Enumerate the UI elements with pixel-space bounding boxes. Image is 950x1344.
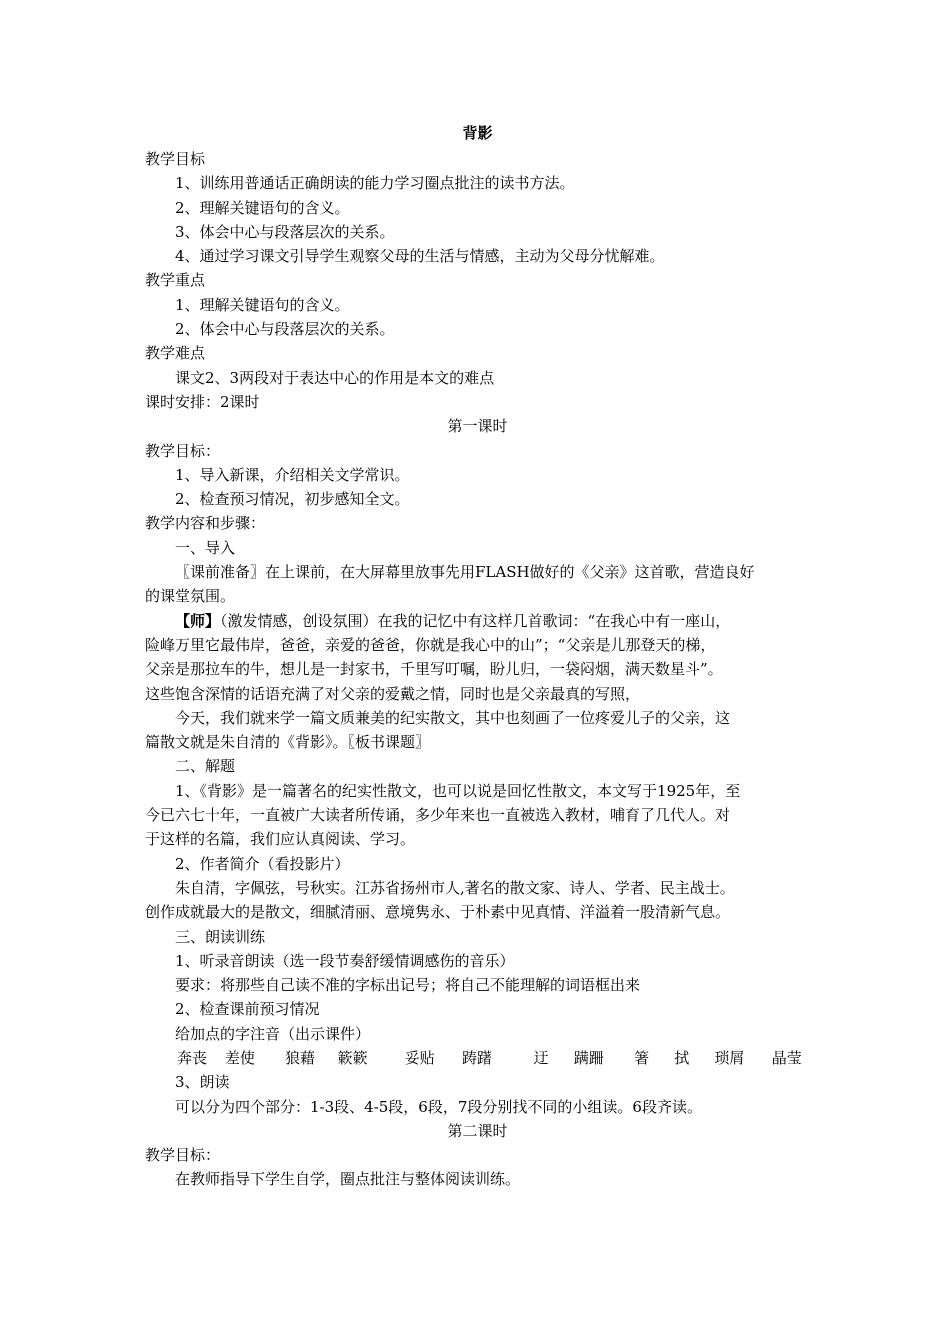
difficulty-text: 课文2、3两段对于表达中心的作用是本文的难点 <box>175 368 495 387</box>
steps-heading: 教学内容和步骤： <box>145 514 266 533</box>
lesson1-goal: 1、导入新课，介绍相关文学常识。 <box>175 465 410 484</box>
goal-item: 4、通过学习课文引导学生观察父母的生活与情感，主动为父母分忧解难。 <box>175 247 665 266</box>
listen-text: 1、听录音朗读（选一段节奏舒缓情调感伤的音乐） <box>175 951 515 970</box>
section-heading-goals: 教学目标 <box>145 150 206 168</box>
vocab-word: 狼藉 <box>285 1048 316 1067</box>
vocab-word: 奔丧 <box>177 1048 208 1067</box>
lesson1-heading: 第一课时 <box>447 417 508 436</box>
require-text: 要求：将那些自己读不准的字标出记号；将自己不能理解的词语框出来 <box>175 976 641 995</box>
focus-item: 2、体会中心与段落层次的关系。 <box>175 320 395 339</box>
teacher-text: 险峰万里它最伟岸，爸爸，亲爱的爸爸，你就是我心中的山”；“父亲是儿那登天的梯， <box>145 635 716 654</box>
lesson2-goal: 在教师指导下学生自学，圈点批注与整体阅读训练。 <box>175 1170 521 1189</box>
check-text: 2、检查课前预习情况 <box>175 1000 320 1019</box>
teacher-tag: 【师】 <box>175 611 221 630</box>
intro-heading: 一、导入 <box>175 538 236 557</box>
vocab-word: 迂 <box>533 1048 549 1067</box>
prep-text: 〖课前准备〗在上课前，在大屏幕里放事先用FLASH做好的《父亲》这首歌，营造良好 <box>175 563 755 582</box>
goal-item: 1、训练用普通话正确朗读的能力学习圈点批注的读书方法。 <box>175 174 575 193</box>
goal-item: 3、体会中心与段落层次的关系。 <box>175 222 395 241</box>
author-text: 创作成就最大的是散文，细腻清丽、意境隽永、于朴素中见真情、洋溢着一股清新气息。 <box>145 903 731 922</box>
teacher-text: 父亲是那拉车的牛，想儿是一封家书，千里写叮嘱，盼儿归，一袋闷烟，满天数星斗”。 <box>145 660 723 679</box>
goal-item: 2、理解关键语句的含义。 <box>175 198 350 217</box>
today-text: 今天，我们就来学一篇文质兼美的纪实散文，其中也刻画了一位疼爱儿子的父亲，这 <box>175 708 731 727</box>
lesson1-goal: 2、检查预习情况，初步感知全文。 <box>175 490 410 509</box>
document-page <box>145 120 810 1192</box>
vocab-word: 簌簌 <box>337 1048 368 1067</box>
vocab-word: 琐屑 <box>714 1048 745 1067</box>
vocab-word: 拭 <box>674 1048 690 1067</box>
section-heading-focus: 教学重点 <box>145 271 206 290</box>
read-desc: 可以分为四个部分：1-3段、4-5段，6段，7段分别找不同的小组读。6段齐读。 <box>175 1097 702 1116</box>
section-heading-difficulty: 教学难点 <box>145 344 206 363</box>
today-text: 篇散文就是朱自清的《背影》。〖板书课题〗 <box>145 733 431 752</box>
vocab-word: 踌躇 <box>461 1048 492 1067</box>
author-heading: 2、作者简介（看投影片） <box>175 854 350 873</box>
topic-text: 1、《背影》是一篇著名的纪实性散文，也可以说是回忆性散文，本文写于1925年，至 <box>175 781 741 800</box>
document-title: 背影 <box>462 124 493 142</box>
teacher-text: 这些饱含深情的话语充满了对父亲的爱戴之情，同时也是父亲最真的写照， <box>145 684 641 703</box>
vocab-list <box>145 1046 810 1070</box>
prep-text: 的课堂氛围。 <box>145 587 236 606</box>
topic-text: 于这样的名篇，我们应认真阅读、学习。 <box>145 830 416 849</box>
topic-heading: 二、解题 <box>175 757 236 776</box>
lesson1-goals-heading: 教学目标： <box>145 441 221 460</box>
topic-text: 今已六七十年，一直被广大读者所传诵，多少年来也一直被选入教材，哺育了几代人。对 <box>145 806 731 825</box>
lesson2-goals-heading: 教学目标： <box>145 1146 221 1165</box>
vocab-word: 蹒跚 <box>573 1048 604 1067</box>
vocab-word: 差使 <box>224 1048 255 1067</box>
pinyin-text: 给加点的字注音（出示课件） <box>175 1024 371 1043</box>
lesson2-heading: 第二课时 <box>447 1121 508 1140</box>
teacher-paragraph <box>145 609 810 633</box>
hours-text: 课时安排：2课时 <box>145 392 260 411</box>
author-text: 朱自清，字佩弦，号秋实。江苏省扬州市人,著名的散文家、诗人、学者、民主战士。 <box>175 878 735 897</box>
vocab-word: 晶莹 <box>771 1048 802 1067</box>
read-heading: 3、朗读 <box>175 1073 230 1092</box>
vocab-word: 妥贴 <box>404 1048 435 1067</box>
reading-heading: 三、朗读训练 <box>175 927 266 946</box>
teacher-text: （激发情感，创设氛围）在我的记忆中有这样几首歌词：“在我心中有一座山， <box>220 611 731 630</box>
focus-item: 1、理解关键语句的含义。 <box>175 295 350 314</box>
vocab-word: 箸 <box>634 1048 650 1067</box>
